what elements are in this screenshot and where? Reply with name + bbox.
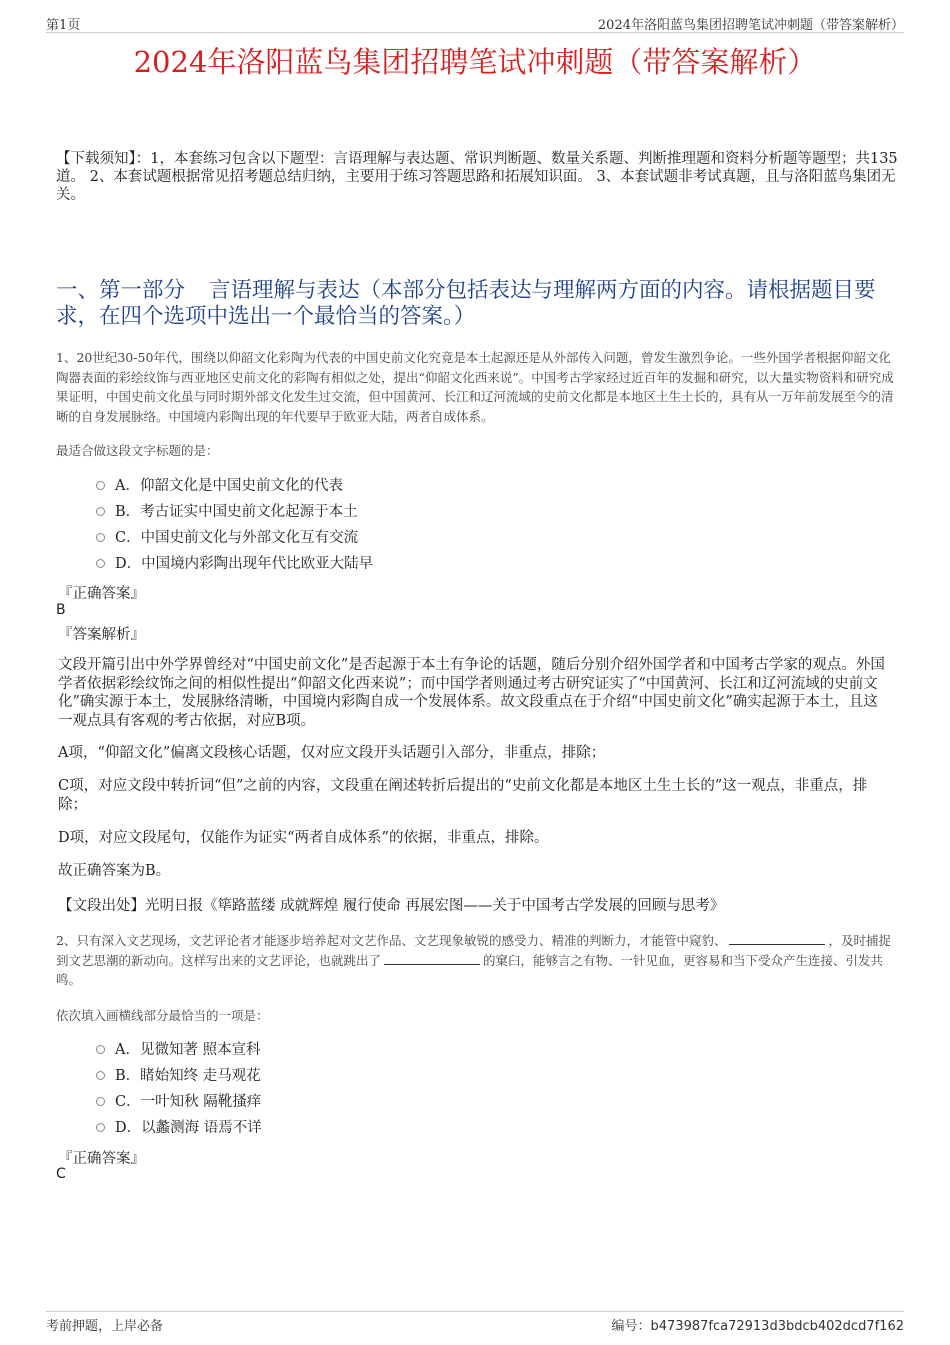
q1-option-b[interactable]: B．考古证实中国史前文化起源于本土 bbox=[96, 502, 358, 522]
q1-note-a: A项，“仰韶文化”偏离文段核心话题，仅对应文段开头话题引入部分，非重点，排除； bbox=[58, 745, 606, 761]
section-title: 言语理解与表达（本部分包括表达与理解两方面的内容。请根据题目要求，在四个选项中选出一个最恰当的答案。） bbox=[56, 278, 876, 329]
q2-option-b[interactable]: B．睹始知终 走马观花 bbox=[96, 1066, 261, 1086]
radio-icon[interactable] bbox=[96, 507, 105, 516]
radio-icon[interactable] bbox=[96, 1123, 105, 1132]
q1-answer: B bbox=[56, 602, 66, 618]
q1-option-d[interactable]: D．中国境内彩陶出现年代比欧亚大陆早 bbox=[96, 554, 373, 574]
radio-icon[interactable] bbox=[96, 533, 105, 542]
question-2-prompt: 依次填入画横线部分最恰当的一项是： bbox=[56, 1008, 269, 1023]
section-label: 一、第一部分 bbox=[56, 278, 186, 303]
radio-icon[interactable] bbox=[96, 1071, 105, 1080]
radio-icon[interactable] bbox=[96, 559, 105, 568]
q2-answer-label: 『正确答案』 bbox=[58, 1151, 145, 1167]
section-heading bbox=[56, 278, 900, 330]
q1-note-d: D项，对应文段尾句，仅能作为证实“两者自成体系”的依据，非重点，排除。 bbox=[58, 830, 549, 846]
radio-icon[interactable] bbox=[96, 1097, 105, 1106]
q2-option-d[interactable]: D．以蠡测海 语焉不详 bbox=[96, 1118, 262, 1138]
q1-option-a[interactable]: A．仰韶文化是中国史前文化的代表 bbox=[96, 476, 343, 496]
question-1-prompt: 最适合做这段文字标题的是： bbox=[56, 443, 219, 458]
page-number: 第1页 bbox=[46, 18, 81, 33]
radio-icon[interactable] bbox=[96, 481, 105, 490]
q2-answer: C bbox=[56, 1166, 66, 1182]
footer-code: 编号：b473987fca72913d3bdcb402dcd7f162 bbox=[611, 1319, 904, 1334]
footer-slogan: 考前押题，上岸必备 bbox=[46, 1319, 164, 1334]
blank-1 bbox=[729, 933, 825, 945]
page-header bbox=[46, 14, 904, 33]
q2-option-c[interactable]: C．一叶知秋 隔靴搔痒 bbox=[96, 1092, 261, 1112]
q1-option-c[interactable]: C．中国史前文化与外部文化互有交流 bbox=[96, 528, 358, 548]
q1-source: 【文段出处】光明日报《筚路蓝缕 成就辉煌 履行使命 再展宏图——关于中国考古学发展的回顾与思考》 bbox=[58, 898, 725, 914]
q2-option-a[interactable]: A．见微知著 照本宣科 bbox=[96, 1040, 261, 1060]
header-doc-title: 2024年洛阳蓝鸟集团招聘笔试冲刺题（带答案解析） bbox=[597, 18, 904, 33]
download-notice: 【下载须知】：1，本套练习包含以下题型：言语理解与表达题、常识判断题、数量关系题、判断推理题和资料分析题等题型；共135道。 2、本套试题根据常见招考题总结归纳，主要用于练习答题思路和拓展知识面。 3、本套试题非考试真题，且与洛阳蓝鸟集团无关。 bbox=[56, 151, 898, 203]
q1-conclusion: 故正确答案为B。 bbox=[58, 863, 171, 879]
q1-answer-label: 『正确答案』 bbox=[58, 586, 145, 602]
question-2-text: 2、只有深入文艺现场，文艺评论者才能逐步培养起对文艺作品、文艺现象敏锐的感受力、精准的判断力，才能管中窥豹、 ，及时捕捉到文艺思潮的新动向。这样写出来的文艺评论，也就跳出了 的窠臼，能够言之有物、一针见血，更容易和当下受众产生连接、引发共鸣。 bbox=[56, 933, 891, 987]
q1-analysis-label: 『答案解析』 bbox=[58, 627, 145, 643]
blank-2 bbox=[384, 953, 480, 965]
page-title: 2024年洛阳蓝鸟集团招聘笔试冲刺题（带答案解析） bbox=[133, 45, 817, 79]
radio-icon[interactable] bbox=[96, 1045, 105, 1054]
q1-analysis: 文段开篇引出中外学界曾经对“中国史前文化”是否起源于本土有争论的话题，随后分别介绍外国学者和中国考古学家的观点。外国学者依据彩绘纹饰之间的相似性提出“仰韶文化西来说”；而中国学者则通过考古研究证实了“中国黄河、长江和辽河流域的史前文化”确实源于本土，发展脉络清晰，中国境内彩陶自成一个发展体系。故文段重点在于介绍“中国史前文化”确实起源于本土，且这一观点具有客观的考古依据，对应B项。 bbox=[58, 657, 885, 729]
q1-note-c: C项，对应文段中转折词“但”之前的内容，文段重在阐述转折后提出的“史前文化都是本地区土生土长的”这一观点，非重点，排除； bbox=[58, 778, 868, 813]
page-footer bbox=[46, 1311, 904, 1333]
question-1-text: 1、20世纪30-50年代，围绕以仰韶文化彩陶为代表的中国史前文化究竟是本土起源还是从外部传入问题，曾发生激烈争论。一些外国学者根据仰韶文化陶器表面的彩绘纹饰与西亚地区史前文化的彩陶有相似之处，提出“仰韶文化西来说”。中国考古学家经过近百年的发掘和研究，以大量实物资料和研究成果证明，中国史前文化虽与同时期外部文化发生过交流，但中国黄河、长江和辽河流域的史前文化都是本地区土生土长的，具有从一万年前发展至今的清晰的自身发展脉络。中国境内彩陶出现的年代要早于欧亚大陆，两者自成体系。 bbox=[56, 350, 894, 424]
